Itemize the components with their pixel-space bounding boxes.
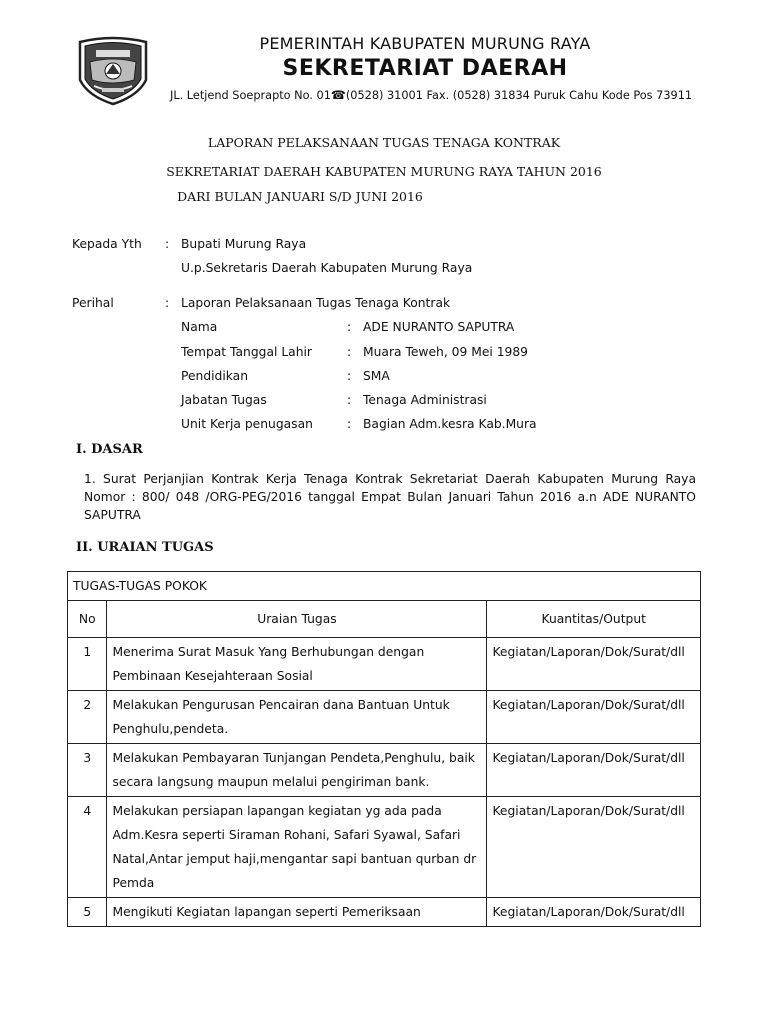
- field-value-unit: Bagian Adm.kesra Kab.Mura: [363, 417, 537, 431]
- table-row: [68, 898, 701, 927]
- address-street: JL. Letjend Soeprapto No. 01: [170, 89, 331, 102]
- field-label-unit: Unit Kerja penugasan: [181, 417, 313, 431]
- field-colon: :: [347, 417, 352, 431]
- row-no: 3: [68, 744, 107, 797]
- kepada-line2: U.p.Sekretaris Daerah Kabupaten Murung Raya: [181, 261, 473, 275]
- table-row: [68, 691, 701, 744]
- letterhead-line2: SEKRETARIAT DAERAH: [282, 56, 568, 81]
- row-output: Kegiatan/Laporan/Dok/Surat/dll: [487, 797, 701, 898]
- table-row: [68, 797, 701, 898]
- row-uraian: Menerima Surat Masuk Yang Berhubungan dengan Pembinaan Kesejahteraan Sosial: [107, 638, 487, 691]
- report-period: DARI BULAN JANUARI S/D JUNI 2016: [177, 189, 423, 204]
- section-heading-uraian: II. URAIAN TUGAS: [76, 540, 214, 555]
- row-no: 4: [68, 797, 107, 898]
- kepada-colon: :: [165, 237, 170, 251]
- row-uraian: Mengikuti Kegiatan lapangan seperti Pemeriksaan: [107, 898, 487, 927]
- row-no: 2: [68, 691, 107, 744]
- phone-icon: ☎: [330, 88, 346, 102]
- table-header-row: [68, 601, 701, 638]
- kepada-label: Kepada Yth: [72, 237, 142, 251]
- field-label-pendidikan: Pendidikan: [181, 369, 249, 383]
- row-output: Kegiatan/Laporan/Dok/Surat/dll: [487, 744, 701, 797]
- address-contact: (0528) 31001 Fax. (0528) 31834 Puruk Cahu Kode Pos 73911: [345, 89, 693, 102]
- dasar-item: 1. Surat Perjanjian Kontrak Kerja Tenaga Kontrak Sekretariat Daerah Kabupaten Murung Raya Nomor : 800/ 048 /ORG-PEG/2016 tanggal Empat Bulan Januari Tahun 2016 a.n ADE NURANTO SAPUTRA: [84, 472, 696, 522]
- row-output: Kegiatan/Laporan/Dok/Surat/dll: [487, 691, 701, 744]
- tasks-table: [67, 571, 701, 927]
- table-row: [68, 638, 701, 691]
- col-header-uraian: Uraian Tugas: [107, 601, 487, 638]
- field-colon: :: [347, 369, 352, 383]
- row-no: 5: [68, 898, 107, 927]
- report-title: LAPORAN PELAKSANAAN TUGAS TENAGA KONTRAK: [207, 135, 561, 150]
- table-row: [68, 744, 701, 797]
- row-output: Kegiatan/Laporan/Dok/Surat/dll: [487, 638, 701, 691]
- row-no: 1: [68, 638, 107, 691]
- row-output: Kegiatan/Laporan/Dok/Surat/dll: [487, 898, 701, 927]
- field-value-jabatan: Tenaga Administrasi: [363, 393, 487, 407]
- field-colon: :: [347, 345, 352, 359]
- perihal-label: Perihal: [72, 296, 114, 310]
- perihal-colon: :: [165, 296, 170, 310]
- field-value-nama: ADE NURANTO SAPUTRA: [363, 320, 515, 334]
- letterhead-address: [170, 88, 692, 102]
- field-label-nama: Nama: [181, 320, 218, 334]
- section-heading-dasar: I. DASAR: [76, 442, 143, 457]
- report-subtitle: SEKRETARIAT DAERAH KABUPATEN MURUNG RAYA TAHUN 2016: [166, 164, 602, 179]
- field-label-ttl: Tempat Tanggal Lahir: [181, 345, 312, 359]
- row-uraian: Melakukan Pengurusan Pencairan dana Bantuan Untuk Penghulu,pendeta.: [107, 691, 487, 744]
- col-header-no: No: [68, 601, 107, 638]
- field-colon: :: [347, 320, 352, 334]
- table-title: TUGAS-TUGAS POKOK: [68, 572, 701, 601]
- row-uraian: Melakukan Pembayaran Tunjangan Pendeta,Penghulu, baik secara langsung maupun melalui pengiriman bank.: [107, 744, 487, 797]
- kepada-line1: Bupati Murung Raya: [181, 237, 307, 251]
- row-uraian: Melakukan persiapan lapangan kegiatan yg ada pada Adm.Kesra seperti Siraman Rohani, Safari Syawal, Safari Natal,Antar jemput haji,mengantar sapi bantuan qurban dr Pemda: [107, 797, 487, 898]
- field-value-pendidikan: SMA: [363, 369, 390, 383]
- letterhead-line1: PEMERINTAH KABUPATEN MURUNG RAYA: [259, 34, 591, 53]
- field-label-jabatan: Jabatan Tugas: [181, 393, 267, 407]
- table-title-row: [68, 572, 701, 601]
- col-header-output: Kuantitas/Output: [487, 601, 701, 638]
- field-value-ttl: Muara Teweh, 09 Mei 1989: [363, 345, 529, 359]
- perihal-value: Laporan Pelaksanaan Tugas Tenaga Kontrak: [181, 296, 451, 310]
- regency-emblem-logo: [76, 36, 150, 106]
- field-colon: :: [347, 393, 352, 407]
